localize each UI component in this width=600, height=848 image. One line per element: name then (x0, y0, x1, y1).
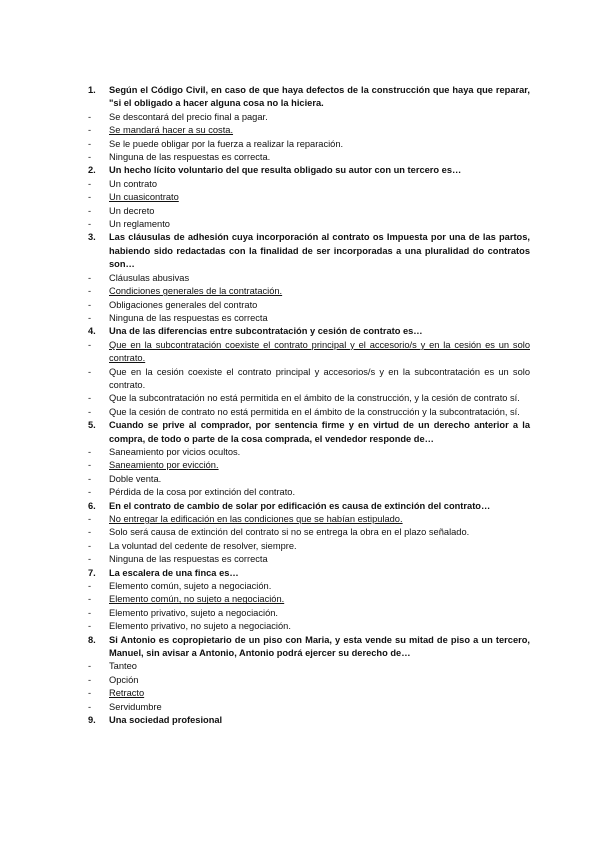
option-text: Saneamiento por vicios ocultos. (109, 446, 241, 457)
question (88, 325, 530, 338)
option-text: Doble venta. (109, 473, 162, 484)
question-text: La escalera de una finca es… (109, 567, 239, 578)
answer-option (88, 178, 530, 191)
option-text: Elemento común, no sujeto a negociación. (109, 594, 285, 605)
answer-option-correct (88, 285, 530, 298)
option-dash: - (88, 111, 92, 122)
question-text: Según el Código Civil, en caso de que haya defectos de la construcción que haya que reparar, "si el obligado a hacer alguna cosa no la hiciera. (109, 85, 530, 109)
option-dash: - (88, 661, 92, 672)
option-text: Un decreto (109, 205, 155, 216)
question-number: 6. (88, 500, 96, 511)
question-number: 2. (88, 165, 96, 176)
option-dash: - (88, 527, 92, 538)
answer-option (88, 580, 530, 593)
answer-option-correct (88, 191, 530, 204)
option-dash: - (88, 688, 92, 699)
option-text: Elemento privativo, no sujeto a negociación. (109, 621, 291, 632)
answer-option-correct (88, 593, 530, 606)
answer-option (88, 473, 530, 486)
answer-option (88, 312, 530, 325)
option-dash: - (88, 152, 92, 163)
option-dash: - (88, 192, 92, 203)
question-number: 1. (88, 85, 96, 95)
option-dash: - (88, 540, 92, 551)
option-text: Que en la cesión coexiste el contrato principal y accesorios/s y en la subcontratación es un solo contrato. (109, 366, 530, 390)
option-text: La voluntad del cedente de resolver, siempre. (109, 540, 297, 551)
option-dash: - (88, 272, 92, 283)
question-text: En el contrato de cambio de solar por edificación es causa de extinción del contrato… (109, 500, 491, 511)
question-number: 7. (88, 567, 96, 578)
option-dash: - (88, 674, 92, 685)
option-dash: - (88, 701, 92, 712)
answer-option (88, 540, 530, 553)
answer-option (88, 701, 530, 714)
option-text: Se mandará hacer a su costa. (109, 125, 234, 136)
question-text: Una de las diferencias entre subcontratación y cesión de contrato es… (109, 326, 423, 337)
option-dash: - (88, 205, 92, 216)
option-dash: - (88, 473, 92, 484)
option-text: Solo será causa de extinción del contrato si no se entrega la obra en el plazo señalado. (109, 527, 470, 538)
option-text: Retracto (109, 688, 145, 699)
option-text: Que en la subcontratación coexiste el contrato principal y el accesorio/s y en la cesión es un solo contrato. (109, 339, 530, 364)
option-dash: - (88, 594, 92, 605)
question (88, 419, 530, 446)
question (88, 714, 530, 727)
option-dash: - (88, 125, 92, 136)
option-text: Un reglamento (109, 219, 170, 230)
option-text: Se descontará del precio final a pagar. (109, 111, 268, 122)
answer-option-correct (88, 124, 530, 137)
question-number: 5. (88, 420, 96, 431)
answer-option (88, 406, 530, 419)
option-dash: - (88, 460, 92, 471)
option-dash: - (88, 219, 92, 230)
answer-option-correct (88, 513, 530, 526)
question-text: Una sociedad profesional (109, 715, 223, 726)
option-text: Opción (109, 674, 139, 685)
option-text: Se le puede obligar por la fuerza a realizar la reparación. (109, 138, 344, 149)
question-number: 4. (88, 326, 96, 337)
option-dash: - (88, 621, 92, 632)
answer-option (88, 526, 530, 539)
option-text: Tanteo (109, 661, 137, 672)
option-text: Condiciones generales de la contratación. (109, 286, 283, 297)
option-dash: - (88, 366, 92, 377)
answer-option-correct (88, 687, 530, 700)
answer-option (88, 151, 530, 164)
question-text: Si Antonio es copropietario de un piso con Maria, y esta vende su mitad de piso a un tercero, Manuel, sin avisar a Antonio, Antonio podrá ejercer su derecho de… (109, 634, 530, 659)
question (88, 231, 530, 271)
question-number: 9. (88, 715, 96, 726)
option-text: No entregar la edificación en las condiciones que se habían estipulado. (109, 514, 403, 524)
answer-option (88, 486, 530, 499)
option-dash: - (88, 178, 92, 189)
answer-option-correct (88, 459, 530, 472)
option-dash: - (88, 514, 92, 524)
answer-option (88, 660, 530, 673)
option-text: Cláusulas abusivas (109, 272, 190, 283)
option-dash: - (88, 339, 92, 350)
option-dash: - (88, 607, 92, 618)
question-text: Cuando se prive al comprador, por sentencia firme y en virtud de un derecho anterior a la compra, de todo o parte de la cosa comprada, el vendedor responde de… (109, 420, 530, 444)
option-text: Ninguna de las respuestas es correcta (109, 554, 268, 565)
question-number: 3. (88, 232, 96, 243)
option-dash: - (88, 487, 92, 498)
option-dash: - (88, 286, 92, 297)
answer-option-correct (88, 339, 530, 366)
option-dash: - (88, 138, 92, 149)
question (88, 567, 530, 580)
option-text: Elemento privativo, sujeto a negociación. (109, 607, 278, 618)
answer-option (88, 272, 530, 285)
answer-option (88, 674, 530, 687)
answer-option (88, 392, 530, 405)
question (88, 634, 530, 661)
option-text: Un contrato (109, 178, 158, 189)
question-number: 8. (88, 634, 96, 645)
answer-option (88, 138, 530, 151)
option-text: Ninguna de las respuestas es correcta (109, 312, 268, 323)
option-dash: - (88, 393, 92, 404)
option-dash: - (88, 299, 92, 310)
answer-option (88, 218, 530, 231)
option-text: Un cuasicontrato (109, 192, 179, 203)
option-text: Ninguna de las respuestas es correcta. (109, 152, 271, 163)
option-dash: - (88, 406, 92, 417)
question (88, 164, 530, 177)
question-list (88, 84, 530, 728)
option-text: Pérdida de la cosa por extinción del contrato. (109, 487, 296, 498)
answer-option (88, 205, 530, 218)
answer-option (88, 607, 530, 620)
question-text: Un hecho lícito voluntario del que resulta obligado su autor con un tercero es… (109, 165, 462, 176)
option-text: Saneamiento por evicción. (109, 460, 219, 471)
option-dash: - (88, 312, 92, 323)
answer-option (88, 446, 530, 459)
question (88, 500, 530, 513)
option-dash: - (88, 446, 92, 457)
question-text: Las cláusulas de adhesión cuya incorporación al contrato os Impuesta por una de las partos, habiendo sido redactadas con la finalidad de ser incorporadas a una pluralidad do contratos son… (109, 232, 530, 270)
option-text: Que la subcontratación no está permitida en el ámbito de la construcción, y la cesión de contrato sí. (109, 393, 520, 404)
option-dash: - (88, 554, 92, 565)
option-dash: - (88, 581, 92, 592)
option-text: Obligaciones generales del contrato (109, 299, 258, 310)
question (88, 84, 530, 111)
option-text: Servidumbre (109, 701, 162, 712)
answer-option (88, 553, 530, 566)
answer-option (88, 366, 530, 393)
option-text: Que la cesión de contrato no está permitida en el ámbito de la construcción y la subcontratación, sí. (109, 406, 520, 417)
answer-option (88, 299, 530, 312)
answer-option (88, 111, 530, 124)
answer-option (88, 620, 530, 633)
option-text: Elemento común, sujeto a negociación. (109, 581, 272, 592)
